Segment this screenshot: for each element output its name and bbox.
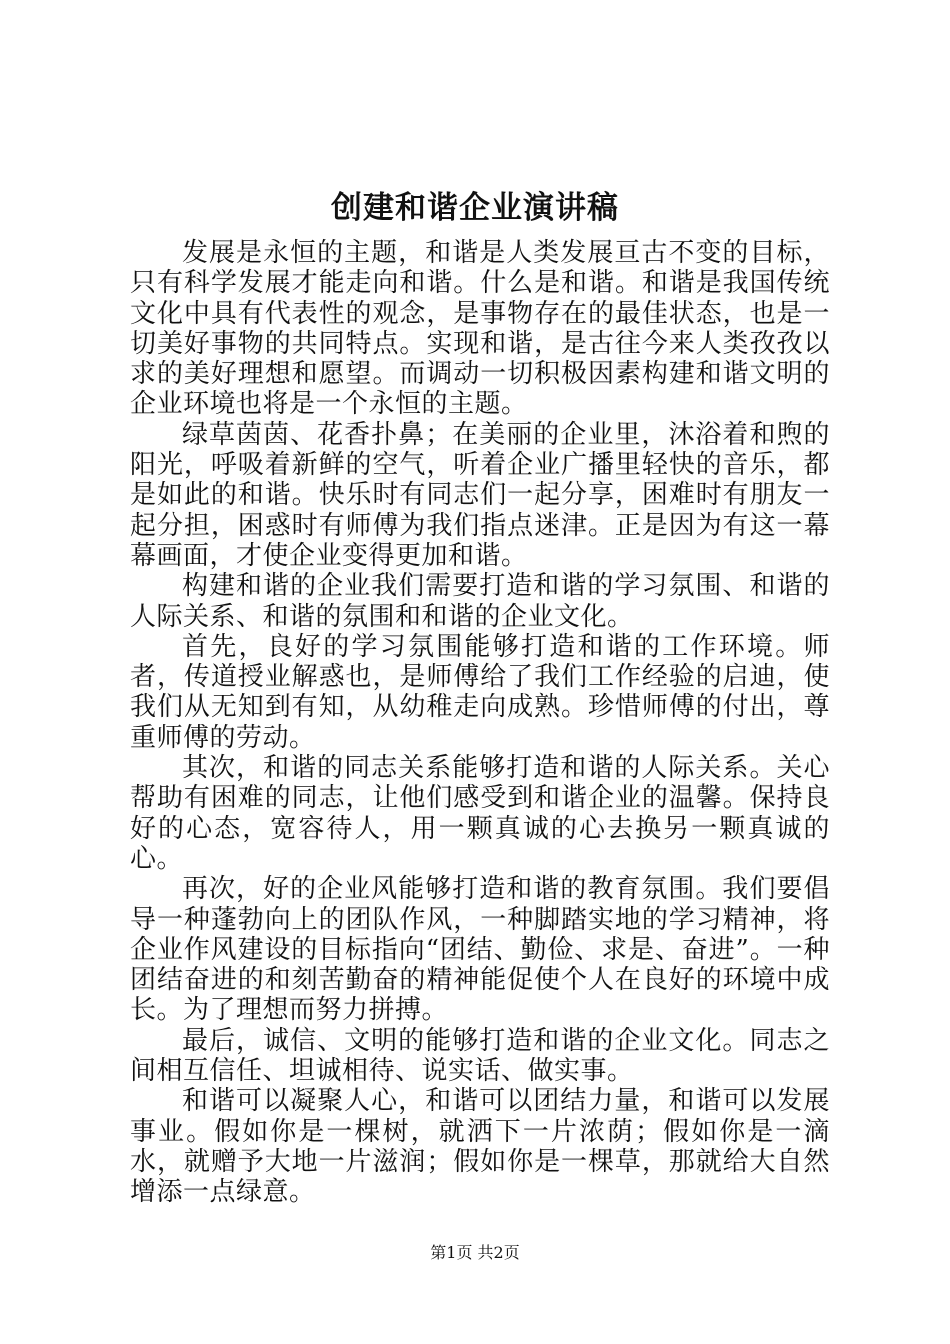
paragraph-7: 最后，诚信、文明的能够打造和谐的企业文化。同志之间相互信任、坦诚相待、说实话、做实事。	[130, 1025, 830, 1087]
paragraph-4: 首先，良好的学习氛围能够打造和谐的工作环境。师者，传道授业解惑也，是师傅给了我们工作经验的启迪，使我们从无知到有知，从幼稚走向成熟。珍惜师傅的付出，尊重师傅的劳动。	[130, 631, 830, 753]
document-title: 创建和谐企业演讲稿	[331, 190, 619, 226]
document-body	[130, 238, 830, 1208]
paragraph-1: 发展是永恒的主题，和谐是人类发展亘古不变的目标，只有科学发展才能走向和谐。什么是和谐。和谐是我国传统文化中具有代表性的观念，是事物存在的最佳状态，也是一切美好事物的共同特点。实现和谐，是古往今来人类孜孜以求的美好理想和愿望。而调动一切积极因素构建和谐文明的企业环境也将是一个永恒的主题。	[130, 238, 830, 420]
paragraph-8: 和谐可以凝聚人心，和谐可以团结力量，和谐可以发展事业。假如你是一棵树，就洒下一片浓荫；假如你是一滴水，就赠予大地一片滋润；假如你是一棵草，那就给大自然增添一点绿意。	[130, 1086, 830, 1208]
paragraph-6: 再次，好的企业风能够打造和谐的教育氛围。我们要倡导一种蓬勃向上的团队作风，一种脚踏实地的学习精神，将企业作风建设的目标指向“团结、勤俭、求是、奋进”。一种团结奋进的和刻苦勤奋的精神能促使个人在良好的环境中成长。为了理想而努力拼搏。	[130, 874, 830, 1026]
paragraph-3: 构建和谐的企业我们需要打造和谐的学习氛围、和谐的人际关系、和谐的氛围和和谐的企业文化。	[130, 571, 830, 632]
page-footer: 第1页 共2页	[430, 1243, 520, 1262]
paragraph-2: 绿草茵茵、花香扑鼻；在美丽的企业里，沐浴着和煦的阳光，呼吸着新鲜的空气，听着企业广播里轻快的音乐，都是如此的和谐。快乐时有同志们一起分享，困难时有朋友一起分担，困惑时有师傅为我们指点迷津。正是因为有这一幕幕画面，才使企业变得更加和谐。	[130, 419, 830, 571]
paragraph-5: 其次，和谐的同志关系能够打造和谐的人际关系。关心帮助有困难的同志，让他们感受到和谐企业的温馨。保持良好的心态，宽容待人，用一颗真诚的心去换另一颗真诚的心。	[130, 753, 830, 874]
